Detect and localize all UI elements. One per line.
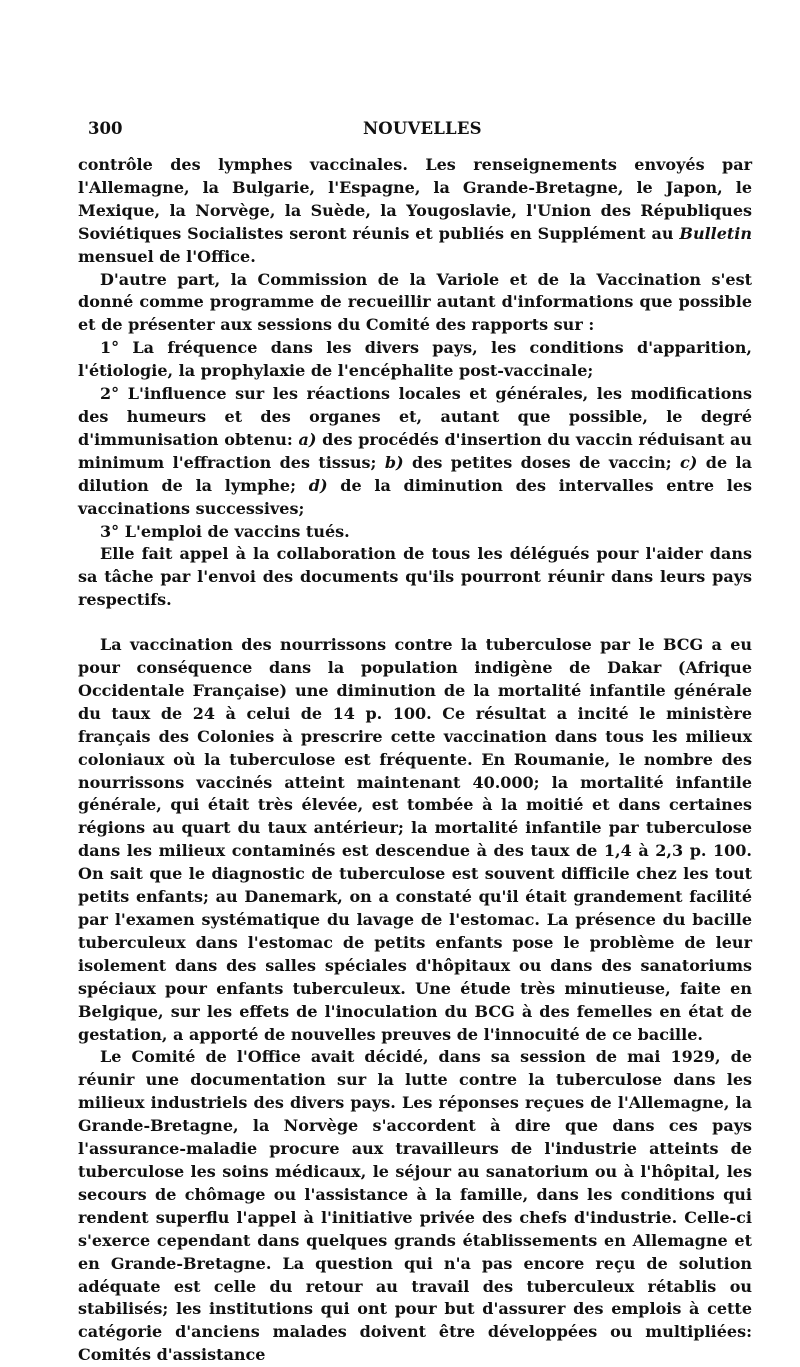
paragraph-collaboration: Elle fait appel à la collaboration de tous les délégués pour l'aider dans sa tâche par l'envoi des documents qu'ils pourront réunir dans leurs pays respectifs.	[78, 544, 752, 610]
paragraph-commission-program: D'autre part, la Commission de la Variole et de la Vaccination s'est donné comme programme de recueillir autant d'informations que possible et de présenter aux sessions du Comité des rapports sur :	[78, 269, 752, 335]
paragraph-bcg-vaccination: La vaccination des nourrissons contre la tuberculose par le BCG a eu pour conséquence dans la population indigène de Dakar (Afrique Occidentale Française) une diminution de la mortalité infantile générale du taux de 24 à celui de 14 p. 100. Ce résultat a incité le ministère français des Colonies à prescrire cette vaccination dans tous les milieux coloniaux où la tuberculose est fréquente. En Roumanie, le nombre des nourrissons vaccinés atteint maintenant 40.000; la mortalité infantile générale, qui était très élevée, est tombée à la moitié et dans certaines régions au quart du taux antérieur; la mortalité infantile par tuberculose dans les milieux contaminés est descendue à des taux de 1,4 à 2,3 p. 100. On sait que le diagnostic de tuberculose est souvent difficile chez les tout petits enfants; au Danemark, on a constaté qu'il était grandement facilité par l'examen systématique du lavage de l'estomac. La présence du bacille tuberculeux dans l'estomac de petits enfants pose le problème de leur isolement dans des salles spéciales d'hôpitaux ou dans des sanatoriums spéciaux pour enfants tuberculeux. Une étude très minutieuse, faite en Belgique, sur les effets de l'inoculation du BCG à des femelles en état de gestation, a apporté de nouvelles preuves de l'innocuité de ce bacille.	[78, 635, 752, 1044]
document-page	[78, 118, 752, 1367]
list-item-3: 3° L'emploi de vaccins tués.	[100, 521, 350, 541]
running-header	[78, 118, 752, 144]
list-item-2: 2° L'influence sur les réactions locales et générales, les modifications des humeurs et des organes et, autant que possible, le degré d'immunisation obtenu: a) des procédés d'insertion du vaccin réduisant au minimum l'effraction des tissus; b) des petites doses de vaccin; c) de la dilution de la lymphe; d) de la diminution des intervalles entre les vaccinations successives;	[78, 384, 753, 518]
list-item-1: 1° La fréquence dans les divers pays, les conditions d'apparition, l'étiologie, la prophylaxie de l'encéphalite post-vaccinale;	[78, 338, 752, 381]
running-title: NOUVELLES	[363, 119, 482, 138]
paragraph-lymph-reports: contrôle des lymphes vaccinales. Les renseignements envoyés par l'Allemagne, la Bulgarie, l'Espagne, la Grande-Bretagne, le Japon, le Mexique, la Norvège, la Suède, la Yougoslavie, l'Union des Républiques Soviétiques Socialistes seront réunis et publiés en Supplément au Bulletin mensuel de l'Office.	[78, 155, 753, 266]
paragraph-industrial-tuberculosis: Le Comité de l'Office avait décidé, dans sa session de mai 1929, de réunir une documentation sur la lutte contre la tuberculose dans les milieux industriels des divers pays. Les réponses reçues de l'Allemagne, la Grande-Bretagne, la Norvège s'accordent à dire que dans ces pays l'assurance-maladie procure aux travailleurs de l'industrie atteints de tuberculose les soins médicaux, le séjour au sanatorium ou à l'hôpital, les secours de chômage ou l'assistance à la famille, dans les conditions qui rendent superflu l'appel à l'initiative privée des chefs d'industrie. Celle-ci s'exerce cependant dans quelques grands établissements en Allemagne et en Grande-Bretagne. La question qui n'a pas encore reçu de solution adéquate est celle du retour au travail des tuberculeux rétablis ou stabilisés; les institutions qui ont pour but d'assurer des emplois à cette catégorie d'anciens malades doivent être développées ou multipliées: Comités d'assistance	[78, 1047, 752, 1365]
page-number: 300	[88, 119, 123, 138]
